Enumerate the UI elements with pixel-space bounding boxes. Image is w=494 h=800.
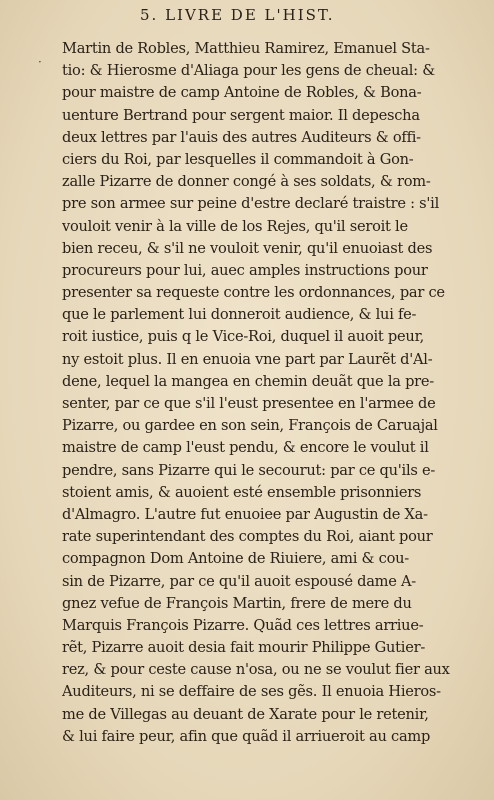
text-line: gnez vefue de François Martin, frere de mere du — [62, 594, 412, 612]
text-line: que le parlement lui donneroit audience, & lui fe- — [62, 306, 417, 324]
text-line: pendre, sans Pizarre qui le secourut: par ce qu'ils e- — [62, 461, 436, 479]
text-line: tio: & Hierosme d'Aliaga pour les gens de cheual: & — [62, 62, 435, 80]
text-line: Pizarre, ou gardee en son sein, François de Caruajal — [62, 417, 438, 435]
text-line: me de Villegas au deuant de Xarate pour le retenir, — [62, 705, 429, 723]
text-line: Auditeurs, ni se deffaire de ses gẽs. Il enuoia Hieros- — [62, 683, 441, 701]
text-line: pre son armee sur peine d'estre declaré traistre : s'il — [62, 195, 439, 213]
text-line: rẽt, Pizarre auoit desia fait mourir Philippe Gutier- — [62, 639, 426, 657]
text-line: zalle Pizarre de donner congé à ses soldats, & rom- — [62, 173, 431, 191]
text-line: sin de Pizarre, par ce qu'il auoit espousé dame A- — [62, 572, 416, 590]
text-line: d'Almagro. L'autre fut enuoiee par Augustin de Xa- — [62, 505, 428, 523]
text-line: bien receu, & s'il ne vouloit venir, qu'il enuoiast des — [62, 239, 433, 257]
running-header: 5. LIVRE DE L'HIST. — [140, 6, 335, 24]
text-line: rate superintendant des comptes du Roi, aiant pour — [62, 528, 433, 546]
text-line: vouloit venir à la ville de los Rejes, qu'il seroit le — [62, 217, 408, 235]
text-line: dene, lequel la mangea en chemin deuãt que la pre- — [62, 372, 434, 390]
text-line: Martin de Robles, Matthieu Ramirez, Emanuel Sta- — [62, 40, 430, 57]
text-line: pour maistre de camp Antoine de Robles, & Bona- — [62, 84, 422, 102]
text-line: rez, & pour ceste cause n'osa, ou ne se voulut fier aux — [62, 661, 450, 679]
text-line: roit iustice, puis q le Vice-Roi, duquel il auoit peur, — [62, 328, 425, 346]
body-text — [62, 38, 460, 748]
text-line: ciers du Roi, par lesquelles il commandoit à Gon- — [62, 150, 414, 168]
text-line: ny estoit plus. Il en enuoia vne part par Laurẽt d'Al- — [62, 350, 433, 368]
text-line: & lui faire peur, afin que quãd il arriueroit au camp — [62, 727, 431, 745]
text-line: maistre de camp l'eust pendu, & encore le voulut il — [62, 439, 429, 457]
text-line: deux lettres par l'auis des autres Auditeurs & offi- — [62, 128, 421, 146]
text-line: compagnon Dom Antoine de Riuiere, ami & cou- — [62, 550, 409, 568]
text-line: stoient amis, & auoient esté ensemble prisonniers — [62, 483, 422, 501]
margin-mark: · — [38, 55, 42, 69]
text-line: uenture Bertrand pour sergent maior. Il depescha — [62, 106, 420, 124]
text-line: presenter sa requeste contre les ordonnances, par ce — [62, 284, 445, 302]
text-line: procureurs pour lui, auec amples instructions pour — [62, 261, 428, 279]
text-line: Marquis François Pizarre. Quãd ces lettres arriue- — [62, 616, 424, 634]
text-line: senter, par ce que s'il l'eust presentee en l'armee de — [62, 395, 436, 412]
